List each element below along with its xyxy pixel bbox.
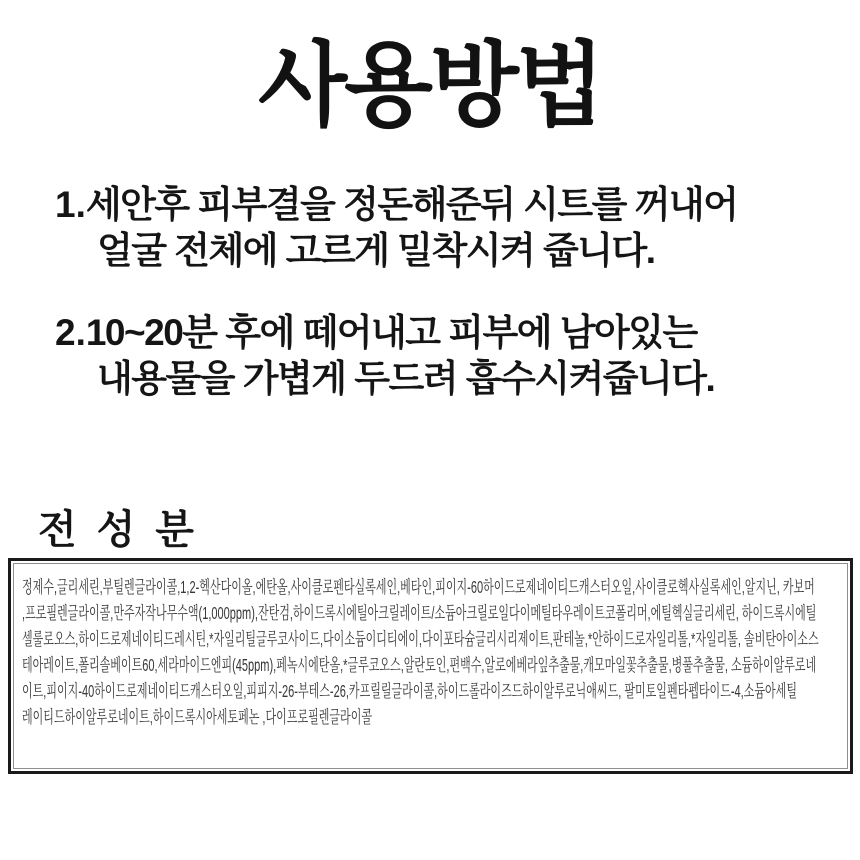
instruction-step-2-line1 bbox=[55, 310, 844, 356]
step-1-text: 세안후 피부결을 정돈해준뒤 시트를 꺼내어 bbox=[85, 184, 738, 225]
step-2-text: 10~20분 후에 떼어내고 피부에 남아있는 bbox=[85, 312, 697, 353]
step-1-number: 1. bbox=[55, 184, 86, 225]
ingredients-line-2: ,프로필렌글라이콜,만주자작나무수액(1,000ppm),잔탄검,하이드록시에틸아크릴레이트/소듐아크릴로일다이메틸타우레이트코폴리머,에틸헥실글리세린, 하이드록시에틸 bbox=[22, 603, 817, 623]
ingredients-line-5: 이트,피이지-40하이드로제네이티드캐스터오일,피피지-26-부테스-26,카프릴릴글라이콜,하이드롤라이즈드하이알루로닉애씨드, 팔미토일펜타펩타이드-4,소듐아세틸 bbox=[22, 681, 797, 701]
ingredients-box-inner-frame bbox=[13, 563, 848, 769]
ingredients-line-6: 레이티드하이알루로네이트,하이드록시아세토페논 ,다이프로필렌글라이콜 bbox=[22, 707, 372, 727]
instruction-step-2-line2: 내용물을 가볍게 두드려 흡수시켜줍니다. bbox=[97, 358, 715, 399]
page-title: 사용방법 bbox=[258, 35, 602, 137]
instruction-step-1-line1 bbox=[55, 182, 844, 228]
instruction-step-1-line2: 얼굴 전체에 고르게 밀착시켜 줍니다. bbox=[97, 230, 655, 271]
ingredients-list bbox=[22, 574, 837, 730]
instruction-step-2 bbox=[55, 310, 844, 402]
ingredients-heading: 전성분 bbox=[38, 508, 214, 552]
ingredients-line-1: 정제수,글리세린,부틸렌글라이콜,1,2-헥산다이올,에탄올,사이클로펜타실록세인,베타인,피이지-60하이드로제네이티드캐스터오일,사이클로헥사실록세인,알지닌, 카보머 bbox=[22, 577, 815, 597]
usage-instructions bbox=[55, 182, 844, 402]
ingredients-box bbox=[8, 558, 853, 774]
ingredients-line-4: 테아레이트,폴리솔베이트60,세라마이드엔피(45ppm),페녹시에탄올,*글루코오스,알란토인,편백수,알로에베라잎추출물,캐모마일꽃추출물,병풀추출물, 소듐하이알루로네 bbox=[22, 655, 817, 675]
ingredients-line-3: 셀룰로오스,하이드로제네이티드레시틴,*자일리틸글루코사이드,다이소듐이디티에이,다이포타슘글리시리제이트,판테놀,*안하이드로자일리톨,*자일리톨, 솔비탄아이소스 bbox=[22, 629, 819, 649]
step-2-number: 2. bbox=[55, 312, 86, 353]
instruction-step-1 bbox=[55, 182, 844, 274]
